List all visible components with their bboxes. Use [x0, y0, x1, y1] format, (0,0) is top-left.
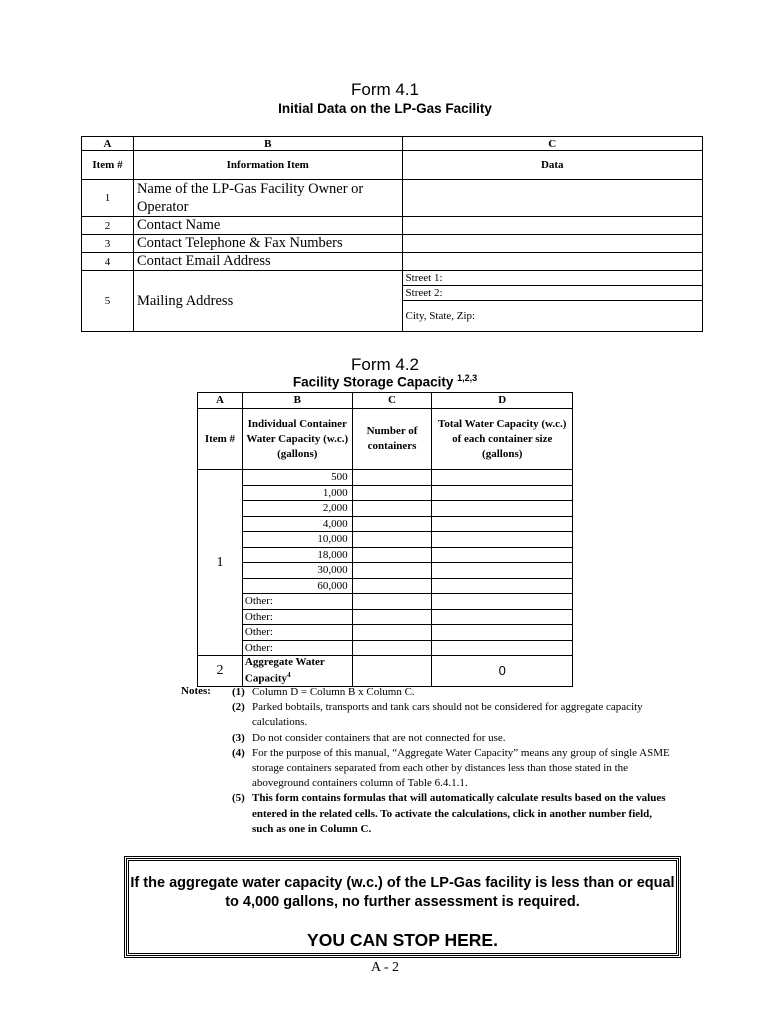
container-count-field[interactable] — [352, 625, 432, 641]
owner-name-field[interactable] — [402, 180, 702, 217]
street-2-field[interactable]: Street 2: — [402, 286, 702, 301]
item-2-number: 2 — [198, 656, 243, 687]
table-row — [82, 217, 703, 235]
row-number: 1 — [82, 180, 134, 217]
container-count-field[interactable] — [352, 594, 432, 610]
table-row — [82, 180, 703, 217]
city-state-zip-field[interactable]: City, State, Zip: — [402, 301, 702, 332]
table-row — [198, 485, 573, 501]
note-number: (1) — [232, 686, 245, 698]
page-number: A - 2 — [371, 960, 399, 975]
row-number: 2 — [82, 217, 134, 235]
container-count-field[interactable] — [352, 485, 432, 501]
note-text: Parked bobtails, transports and tank cars should not be considered for aggregate capacity calculations. — [252, 701, 643, 729]
table-row — [198, 470, 573, 486]
row-label: Name of the LP-Gas Facility Owner or Operator — [133, 180, 402, 217]
note-text: This form contains formulas that will automatically calculate results based on the values entered in the related cells. To activate the calculations, click in another number field, such as one in Column C. — [252, 792, 666, 835]
row-label: Contact Telephone & Fax Numbers — [133, 235, 402, 253]
table-row — [198, 625, 573, 641]
total-capacity-field[interactable] — [432, 609, 573, 625]
row-label: Contact Email Address — [133, 253, 402, 271]
col-letter-b: B — [242, 393, 352, 409]
note-number: (5) — [232, 792, 245, 805]
col-letter-a: A — [82, 137, 134, 151]
notes-list — [232, 685, 672, 837]
table-row — [198, 609, 573, 625]
note-item — [232, 700, 672, 730]
table-row — [198, 563, 573, 579]
total-capacity-field[interactable] — [432, 640, 573, 656]
container-count-field[interactable] — [352, 501, 432, 517]
note-number: (3) — [232, 731, 245, 744]
aggregate-label — [242, 656, 352, 687]
col-letter-a: A — [198, 393, 243, 409]
table-row — [198, 656, 573, 687]
capacity-value: 2,000 — [242, 501, 352, 517]
total-capacity-field[interactable] — [432, 578, 573, 594]
note-text: Column D = Column B x Column C. — [252, 686, 415, 698]
capacity-value: 4,000 — [242, 516, 352, 532]
note-text: Do not consider containers that are not connected for use. — [252, 731, 506, 744]
col-letter-c: C — [352, 393, 432, 409]
row-label: Contact Name — [133, 217, 402, 235]
notes-label: Notes: — [181, 685, 211, 697]
form-4-2-subtitle — [0, 373, 770, 390]
capacity-value: 60,000 — [242, 578, 352, 594]
container-count-field[interactable] — [352, 578, 432, 594]
note-item — [232, 791, 672, 837]
table-row — [198, 501, 573, 517]
stop-notice-message: If the aggregate water capacity (w.c.) of the LP-Gas facility is less than or equal to 4,000 gallons, no further assessment is required. — [130, 875, 675, 910]
other-capacity-field[interactable]: Other: — [242, 625, 352, 641]
form-4-1-title: Form 4.1 — [350, 80, 420, 99]
contact-name-field[interactable] — [402, 217, 702, 235]
item-1-number: 1 — [198, 470, 243, 656]
stop-notice-inner — [128, 860, 677, 954]
form-4-2-title: Form 4.2 — [350, 355, 420, 374]
row-number: 4 — [82, 253, 134, 271]
aggregate-label-text: Aggregate Water Capacity — [244, 656, 325, 685]
form-4-2-subtitle-footnotes: 1,2,3 — [457, 373, 478, 383]
capacity-value: 18,000 — [242, 547, 352, 563]
col-letter-c: C — [402, 137, 702, 151]
capacity-value: 1,000 — [242, 485, 352, 501]
other-capacity-field[interactable]: Other: — [242, 640, 352, 656]
total-capacity-field[interactable] — [432, 485, 573, 501]
item-number-header: Item # — [82, 151, 134, 180]
container-count-field[interactable] — [352, 532, 432, 548]
container-count-field[interactable] — [352, 547, 432, 563]
form-4-2-subtitle-text: Facility Storage Capacity — [292, 374, 458, 390]
table-row — [198, 516, 573, 532]
note-number: (4) — [232, 746, 245, 759]
table-row — [198, 547, 573, 563]
total-capacity-field[interactable] — [432, 547, 573, 563]
table-row — [82, 235, 703, 253]
contact-phone-field[interactable] — [402, 235, 702, 253]
container-count-field[interactable] — [352, 516, 432, 532]
col-letter-d: D — [432, 393, 573, 409]
container-count-field[interactable] — [352, 640, 432, 656]
table-row — [82, 253, 703, 271]
note-text: For the purpose of this manual, “Aggregate Water Capacity” means any group of single ASME storage containers separated from each other by distances less than those stated in the aboveground containers column of Table 6.4.1.1. — [252, 746, 670, 790]
total-capacity-field[interactable] — [432, 594, 573, 610]
total-capacity-field[interactable] — [432, 516, 573, 532]
row-number: 3 — [82, 235, 134, 253]
table-row — [198, 640, 573, 656]
container-count-field[interactable] — [352, 609, 432, 625]
data-header: Data — [402, 151, 702, 180]
table-row — [198, 532, 573, 548]
other-capacity-field[interactable]: Other: — [242, 609, 352, 625]
street-1-field[interactable]: Street 1: — [402, 271, 702, 286]
note-item — [232, 731, 672, 746]
capacity-value: 10,000 — [242, 532, 352, 548]
contact-email-field[interactable] — [402, 253, 702, 271]
total-capacity-field[interactable] — [432, 470, 573, 486]
total-capacity-field[interactable] — [432, 625, 573, 641]
aggregate-value: 0 — [432, 656, 573, 687]
aggregate-footnote: 4 — [287, 671, 291, 679]
row-label: Mailing Address — [133, 271, 402, 332]
container-count-field[interactable] — [352, 563, 432, 579]
note-item — [232, 746, 672, 792]
capacity-value: 30,000 — [242, 563, 352, 579]
other-capacity-field[interactable]: Other: — [242, 594, 352, 610]
total-capacity-field[interactable] — [432, 501, 573, 517]
number-of-containers-header: Number of containers — [352, 409, 432, 470]
stop-notice-heading: YOU CAN STOP HERE. — [307, 930, 498, 950]
note-number: (2) — [232, 701, 245, 714]
total-capacity-field[interactable] — [432, 563, 573, 579]
capacity-value: 500 — [242, 470, 352, 486]
item-number-header: Item # — [198, 409, 243, 470]
table-row — [198, 594, 573, 610]
total-capacity-header: Total Water Capacity (w.c.) of each container size (gallons) — [432, 409, 573, 470]
col-letter-b: B — [133, 137, 402, 151]
row-number: 5 — [82, 271, 134, 332]
total-capacity-field[interactable] — [432, 532, 573, 548]
container-capacity-header: Individual Container Water Capacity (w.c.) (gallons) — [242, 409, 352, 470]
container-count-field[interactable] — [352, 470, 432, 486]
table-row — [82, 271, 703, 286]
initial-data-table — [81, 136, 703, 332]
form-4-1-subtitle: Initial Data on the LP-Gas Facility — [278, 101, 492, 116]
table-row — [198, 578, 573, 594]
note-item — [232, 685, 672, 700]
storage-capacity-table — [197, 392, 573, 687]
aggregate-empty-cell — [352, 656, 432, 687]
information-item-header: Information Item — [133, 151, 402, 180]
stop-notice-box — [124, 856, 681, 958]
